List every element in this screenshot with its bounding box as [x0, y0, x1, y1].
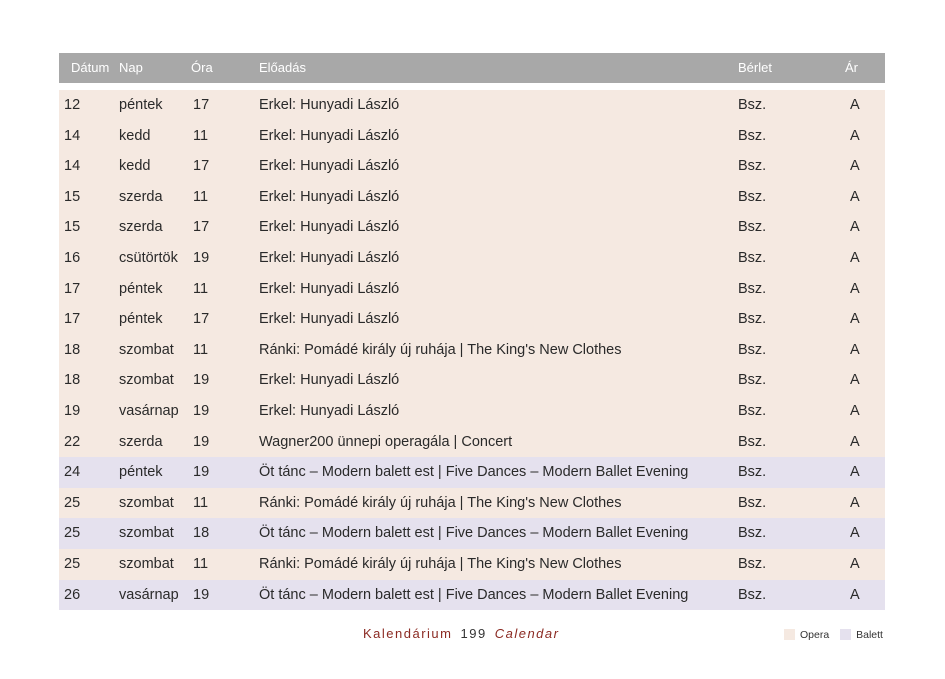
cell-date: 25	[64, 555, 81, 572]
cell-date: 12	[64, 97, 81, 113]
cell-time: 17	[193, 311, 210, 328]
cell-price: A	[850, 311, 860, 328]
cell-show: Wagner200 ünnepi operagála | Concert	[259, 433, 513, 450]
table-row	[59, 274, 885, 305]
header-time: Óra	[191, 60, 213, 75]
table-row	[59, 90, 885, 121]
table-row	[59, 488, 885, 519]
cell-show: Erkel: Hunyadi László	[259, 188, 400, 205]
cell-time: 19	[193, 372, 210, 389]
cell-date: 17	[64, 311, 81, 328]
cell-day: kedd	[119, 158, 151, 175]
cell-date: 14	[64, 127, 81, 144]
cell-pass: Bsz.	[738, 586, 767, 603]
cell-price: A	[850, 402, 860, 419]
cell-time: 17	[193, 97, 210, 113]
table-row	[59, 549, 885, 580]
cell-day: vasárnap	[119, 402, 179, 419]
legend-balett	[840, 629, 883, 641]
footer-title-en: Calendar	[494, 626, 560, 641]
cell-day: péntek	[119, 311, 163, 328]
cell-show: Erkel: Hunyadi László	[259, 249, 400, 266]
table-header	[59, 53, 885, 83]
cell-time: 19	[193, 402, 210, 419]
legend-balett-swatch	[840, 629, 851, 640]
cell-day: péntek	[119, 464, 163, 481]
cell-price: A	[850, 249, 860, 266]
legend-opera	[784, 629, 829, 641]
cell-show: Erkel: Hunyadi László	[259, 127, 400, 144]
table-body	[59, 90, 885, 610]
cell-day: szombat	[119, 525, 174, 542]
table-row	[59, 396, 885, 427]
table-row	[59, 335, 885, 366]
cell-pass: Bsz.	[738, 433, 767, 450]
cell-pass: Bsz.	[738, 555, 767, 572]
cell-show: Öt tánc – Modern balett est | Five Dances – Modern Ballet Evening	[259, 525, 689, 542]
table-row	[59, 304, 885, 335]
header-show: Előadás	[259, 60, 306, 75]
cell-pass: Bsz.	[738, 97, 767, 113]
cell-pass: Bsz.	[738, 219, 767, 236]
cell-time: 17	[193, 219, 210, 236]
cell-pass: Bsz.	[738, 249, 767, 266]
cell-time: 19	[193, 464, 210, 481]
cell-price: A	[850, 341, 860, 358]
cell-time: 11	[193, 555, 209, 572]
cell-time: 11	[193, 280, 209, 297]
cell-show: Ránki: Pomádé király új ruhája | The King's New Clothes	[259, 341, 622, 358]
cell-day: péntek	[119, 280, 163, 297]
header-gap	[59, 83, 885, 90]
cell-date: 25	[64, 525, 81, 542]
cell-date: 15	[64, 219, 81, 236]
cell-show: Öt tánc – Modern balett est | Five Dances – Modern Ballet Evening	[259, 586, 689, 603]
cell-show: Erkel: Hunyadi László	[259, 158, 400, 175]
legend-opera-label: Opera	[800, 629, 830, 641]
cell-day: szombat	[119, 372, 174, 389]
header-pass: Bérlet	[738, 60, 772, 75]
cell-time: 11	[193, 494, 209, 511]
page-footer	[363, 626, 559, 641]
schedule-table	[59, 53, 885, 610]
cell-price: A	[850, 97, 860, 113]
cell-pass: Bsz.	[738, 311, 767, 328]
table-row	[59, 182, 885, 213]
table-row	[59, 243, 885, 274]
cell-price: A	[850, 280, 860, 297]
cell-day: szombat	[119, 555, 174, 572]
cell-day: szombat	[119, 341, 174, 358]
cell-pass: Bsz.	[738, 127, 767, 144]
footer-title-hu: Kalendárium	[363, 626, 453, 641]
table-row	[59, 151, 885, 182]
cell-day: kedd	[119, 127, 151, 144]
cell-price: A	[850, 188, 860, 205]
cell-price: A	[850, 372, 860, 389]
cell-price: A	[850, 525, 860, 542]
legend-opera-swatch	[784, 629, 795, 640]
cell-day: csütörtök	[119, 249, 178, 266]
table-row	[59, 212, 885, 243]
cell-pass: Bsz.	[738, 372, 767, 389]
table-row	[59, 121, 885, 152]
cell-pass: Bsz.	[738, 494, 767, 511]
cell-time: 19	[193, 586, 210, 603]
cell-pass: Bsz.	[738, 280, 767, 297]
cell-price: A	[850, 127, 860, 144]
table-row	[59, 457, 885, 488]
cell-time: 18	[193, 525, 210, 542]
cell-price: A	[850, 586, 860, 603]
cell-time: 11	[193, 188, 209, 205]
cell-date: 19	[64, 402, 81, 419]
cell-time: 11	[193, 127, 209, 144]
cell-date: 18	[64, 372, 81, 389]
cell-pass: Bsz.	[738, 188, 767, 205]
cell-date: 17	[64, 280, 81, 297]
cell-show: Erkel: Hunyadi László	[259, 97, 400, 113]
cell-price: A	[850, 464, 860, 481]
cell-show: Ránki: Pomádé király új ruhája | The King's New Clothes	[259, 555, 622, 572]
cell-day: szerda	[119, 219, 163, 236]
cell-price: A	[850, 433, 860, 450]
table-row	[59, 427, 885, 458]
cell-date: 24	[64, 464, 81, 481]
table-row	[59, 365, 885, 396]
cell-time: 17	[193, 158, 210, 175]
table-row	[59, 518, 885, 549]
cell-date: 15	[64, 188, 81, 205]
cell-pass: Bsz.	[738, 525, 767, 542]
header-date: Dátum	[71, 60, 110, 75]
cell-date: 25	[64, 494, 81, 511]
header-price: Ár	[845, 60, 858, 75]
cell-day: szombat	[119, 494, 174, 511]
table-row	[59, 580, 885, 611]
cell-show: Öt tánc – Modern balett est | Five Dances – Modern Ballet Evening	[259, 464, 689, 481]
cell-time: 11	[193, 341, 209, 358]
cell-day: péntek	[119, 97, 163, 113]
cell-date: 26	[64, 586, 81, 603]
cell-show: Erkel: Hunyadi László	[259, 311, 400, 328]
cell-show: Erkel: Hunyadi László	[259, 402, 400, 419]
cell-show: Erkel: Hunyadi László	[259, 280, 400, 297]
cell-show: Erkel: Hunyadi László	[259, 372, 400, 389]
cell-price: A	[850, 219, 860, 236]
cell-time: 19	[193, 433, 210, 450]
cell-day: vasárnap	[119, 586, 179, 603]
legend-balett-label: Balett	[856, 629, 883, 641]
cell-price: A	[850, 158, 860, 175]
genre-legend	[784, 629, 891, 641]
cell-pass: Bsz.	[738, 158, 767, 175]
cell-date: 14	[64, 158, 81, 175]
cell-day: szerda	[119, 433, 163, 450]
cell-show: Erkel: Hunyadi László	[259, 219, 400, 236]
cell-pass: Bsz.	[738, 464, 767, 481]
page-number: 199	[460, 626, 487, 641]
cell-date: 18	[64, 341, 81, 358]
cell-date: 16	[64, 249, 81, 266]
cell-pass: Bsz.	[738, 341, 767, 358]
cell-price: A	[850, 555, 860, 572]
cell-show: Ránki: Pomádé király új ruhája | The King's New Clothes	[259, 494, 622, 511]
cell-day: szerda	[119, 188, 163, 205]
cell-pass: Bsz.	[738, 402, 767, 419]
cell-date: 22	[64, 433, 81, 450]
header-day: Nap	[119, 60, 143, 75]
cell-price: A	[850, 494, 860, 511]
cell-time: 19	[193, 249, 210, 266]
